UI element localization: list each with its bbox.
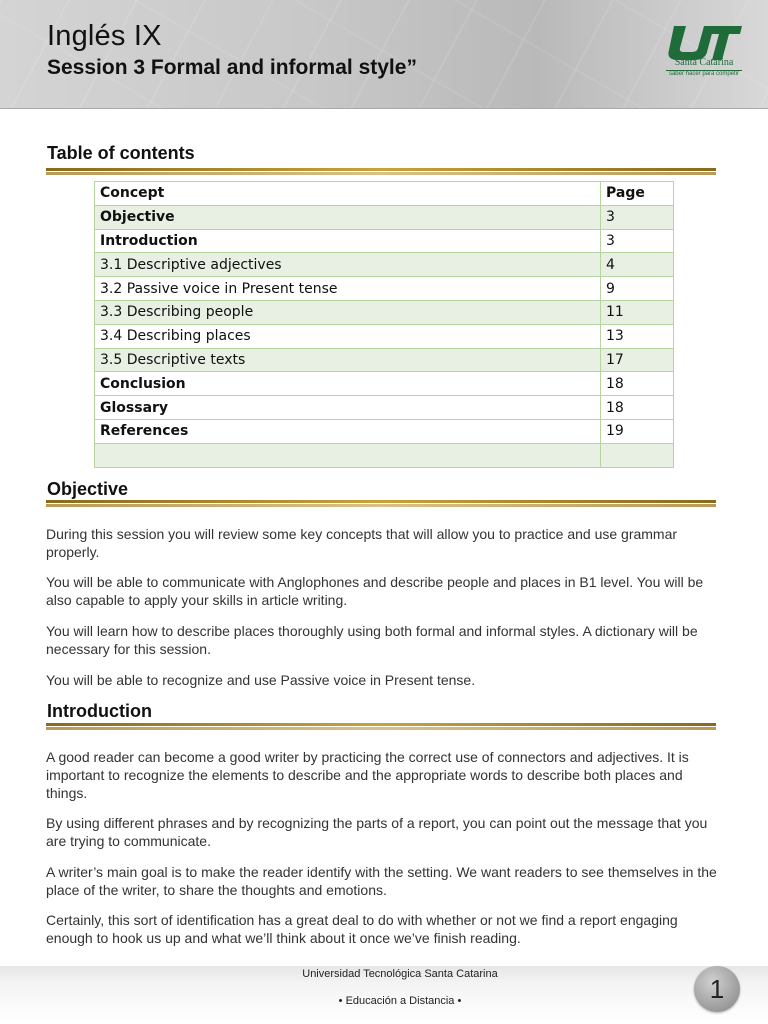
toc-row-page: 3	[601, 229, 674, 253]
toc-row[interactable]	[95, 253, 674, 277]
toc-row-page: 17	[601, 348, 674, 372]
toc-row[interactable]	[95, 348, 674, 372]
logo-motto: saber hacer para competir	[666, 70, 742, 77]
toc-row[interactable]	[95, 277, 674, 301]
toc-row-concept: Introduction	[95, 229, 601, 253]
introduction-paragraph: By using different phrases and by recognizing the parts of a report, you can point out the message that you are trying to communicate.	[46, 815, 708, 849]
toc-empty-row	[95, 443, 674, 467]
toc-row-page: 13	[601, 324, 674, 348]
objective-paragraph: During this session you will review some key concepts that will allow you to practice and use grammar properly.	[46, 526, 678, 560]
session-title: Session 3 Formal and informal style”	[47, 56, 417, 79]
toc-row-concept: Glossary	[95, 396, 601, 420]
toc-row-page: 18	[601, 396, 674, 420]
section-divider	[46, 500, 716, 507]
introduction-paragraph: Certainly, this sort of identification has a great deal to do with whether or not we find a report engaging enough to hook us up and what we’ll think about it once we’ve finish reading.	[46, 912, 678, 946]
page-header	[0, 0, 768, 109]
toc-row-page: 4	[601, 253, 674, 277]
toc-row-concept: 3.1 Descriptive adjectives	[95, 253, 601, 277]
toc-row[interactable]	[95, 372, 674, 396]
toc-header-row	[95, 182, 674, 206]
introduction-heading: Introduction	[47, 701, 152, 721]
toc-row-page: 18	[601, 372, 674, 396]
toc-row-page: 9	[601, 277, 674, 301]
objective-paragraph: You will be able to recognize and use Passive voice in Present tense.	[46, 672, 476, 688]
toc-row-concept: Conclusion	[95, 372, 601, 396]
objective-paragraph: You will learn how to describe places thoroughly using both formal and informal styles. A dictionary will be necessary for this session.	[46, 623, 698, 657]
section-divider	[46, 168, 716, 175]
objective-heading: Objective	[47, 479, 129, 499]
toc-row[interactable]	[95, 205, 674, 229]
toc-row-concept: 3.5 Descriptive texts	[95, 348, 601, 372]
footer-university: Universidad Tecnológica Santa Catarina	[302, 968, 498, 980]
footer-program: • Educación a Distancia •	[338, 995, 462, 1007]
toc-row[interactable]	[95, 396, 674, 420]
section-divider	[46, 723, 716, 730]
toc-row[interactable]	[95, 419, 674, 443]
logo-name: Santa Catarina	[674, 57, 734, 68]
introduction-paragraph: A writer’s main goal is to make the reader identify with the setting. We want readers to see themselves in the place of the writer, to share the thoughts and emotions.	[46, 864, 717, 898]
page-number: 1	[694, 966, 740, 1012]
toc-row-page: 19	[601, 419, 674, 443]
toc-col-page: Page	[601, 182, 674, 206]
toc-row-concept: 3.3 Describing people	[95, 300, 601, 324]
toc-table	[94, 181, 674, 468]
toc-row-concept: References	[95, 419, 601, 443]
objective-paragraph: You will be able to communicate with Anglophones and describe people and places in B1 level. You will be also capable to apply your skills in article writing.	[46, 574, 704, 608]
toc-row-page: 3	[601, 205, 674, 229]
toc-row-concept: Objective	[95, 205, 601, 229]
toc-row[interactable]	[95, 300, 674, 324]
toc-row-page: 11	[601, 300, 674, 324]
introduction-paragraph: A good reader can become a good writer by practicing the correct use of connectors and adjectives. It is important to recognize the elements to describe and the appropriate words to describe both places and things.	[46, 749, 689, 801]
toc-col-concept: Concept	[95, 182, 601, 206]
course-title: Inglés IX	[47, 20, 162, 52]
toc-row-concept: 3.4 Describing places	[95, 324, 601, 348]
toc-heading: Table of contents	[47, 143, 195, 163]
toc-row[interactable]	[95, 229, 674, 253]
toc-row-concept: 3.2 Passive voice in Present tense	[95, 277, 601, 301]
toc-row[interactable]	[95, 324, 674, 348]
